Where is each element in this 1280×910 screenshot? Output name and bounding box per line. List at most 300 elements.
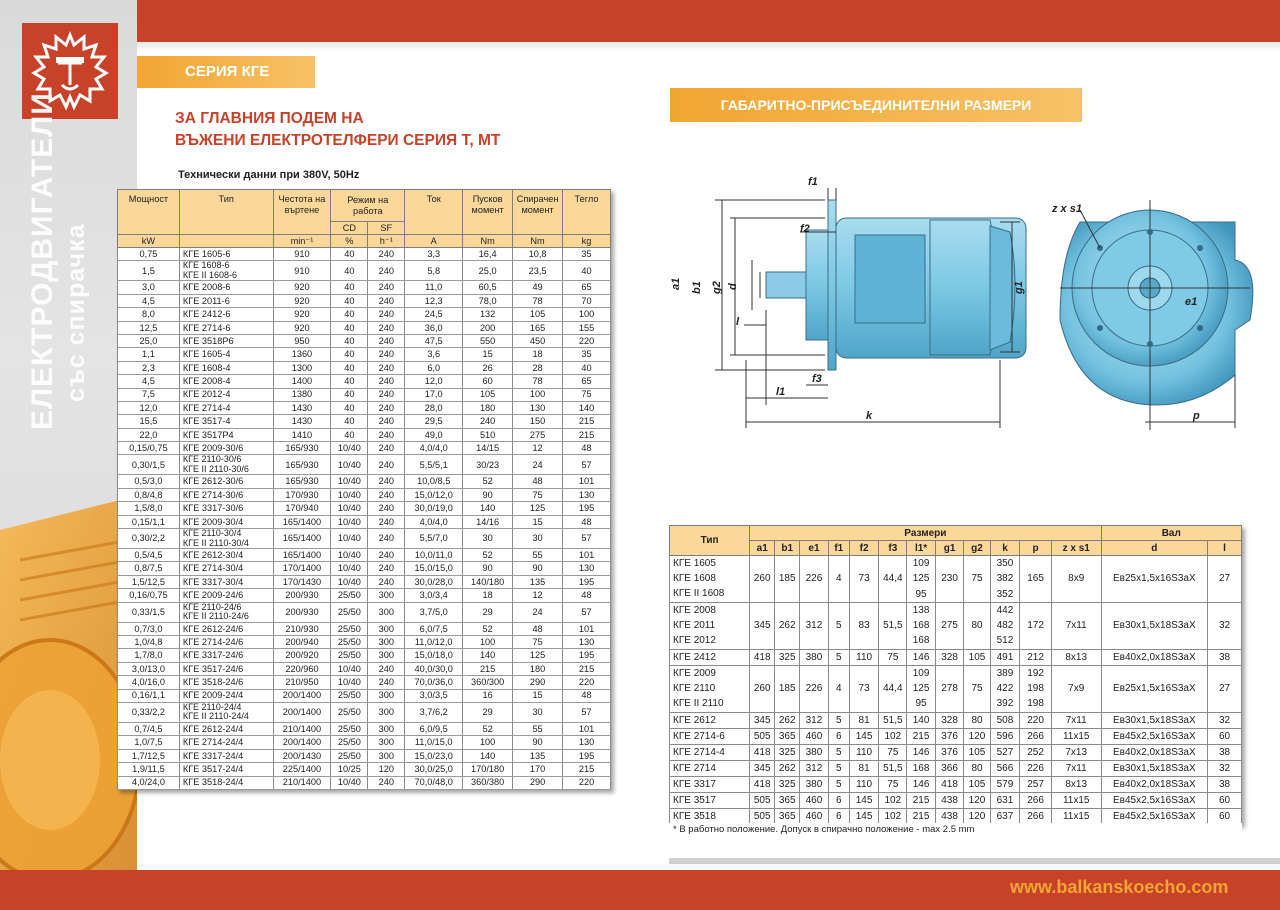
unit-kw: kW	[118, 235, 180, 248]
technical-data-body	[118, 248, 611, 790]
table-cell: 240	[368, 488, 405, 501]
dim-cell: 365	[775, 792, 800, 808]
table-cell: 26	[463, 361, 513, 374]
table-cell: 165/1400	[273, 549, 331, 562]
table-cell: 48	[563, 442, 611, 455]
dim-cell: 418	[750, 649, 775, 665]
dim-cell: 81	[849, 712, 879, 728]
dim-cell: 631	[990, 792, 1020, 808]
table-cell: 10/40	[331, 575, 368, 588]
table-cell: 60,5	[463, 281, 513, 294]
table-cell: 4,5	[118, 375, 180, 388]
dim-type-cell: КГЕ 2009 КГЕ 2110 КГЕ II 2110	[670, 665, 750, 712]
table-cell: 105	[513, 308, 563, 321]
table-cell: 135	[513, 749, 563, 762]
table-cell: 10/40	[331, 502, 368, 515]
dim-cell: 312	[800, 602, 829, 649]
table-row	[118, 549, 611, 562]
dim-cell: 579	[990, 776, 1020, 792]
table-cell: 75	[513, 488, 563, 501]
table-row	[670, 602, 1242, 649]
table-cell: КГЕ 2714-4	[179, 401, 273, 414]
th-brake-torque: Спирачен момент	[513, 190, 563, 235]
table-cell: 170/930	[273, 488, 331, 501]
table-cell: 240	[368, 401, 405, 414]
dim-cell: 60	[1208, 792, 1242, 808]
dim-column-headers	[670, 541, 1242, 556]
dim-cell: 8x13	[1051, 649, 1101, 665]
th-cd: CD	[331, 222, 368, 235]
table-cell: 1410	[273, 428, 331, 441]
dim-cell: 366	[935, 760, 964, 776]
dim-cell: 418	[750, 744, 775, 760]
dim-cell: 11x15	[1051, 792, 1101, 808]
table-row	[118, 649, 611, 662]
table-cell: 360/300	[463, 676, 513, 689]
table-row	[118, 488, 611, 501]
table-cell: КГЕ 3518Р6	[179, 334, 273, 347]
table-cell: КГЕ 2412-6	[179, 308, 273, 321]
dim-type-cell: КГЕ 3517	[670, 792, 750, 808]
table-cell: 30	[513, 702, 563, 722]
dim-cell: 32	[1208, 712, 1242, 728]
th-sf: SF	[368, 222, 405, 235]
table-cell: 40	[563, 361, 611, 374]
dim-type-cell: КГЕ 2714	[670, 760, 750, 776]
dim-cell: 146	[907, 744, 936, 760]
table-cell: 215	[563, 428, 611, 441]
dim-cell: 80	[964, 712, 990, 728]
table-cell: 120	[368, 763, 405, 776]
dim-cell: 145	[849, 792, 879, 808]
table-cell: КГЕ 3317-30/6	[179, 502, 273, 515]
unit-kg: kg	[563, 235, 611, 248]
dim-cell: 345	[750, 602, 775, 649]
dim-cell: 226	[1020, 760, 1052, 776]
table-cell: 101	[563, 475, 611, 488]
dim-cell: 32	[1208, 602, 1242, 649]
table-cell: 55	[513, 722, 563, 735]
table-cell: КГЕ 1605-6	[179, 248, 273, 261]
dim-cell: 105	[964, 744, 990, 760]
dim-cell: 146	[907, 649, 936, 665]
dim-cell: 438	[935, 792, 964, 808]
dim-type-cell: КГЕ 3317	[670, 776, 750, 792]
table-cell: 240	[368, 361, 405, 374]
dim-cell: 120	[964, 808, 990, 824]
table-cell: 155	[563, 321, 611, 334]
table-cell: 57	[563, 702, 611, 722]
dim-cell: 508	[990, 712, 1020, 728]
dim-cell: 230	[935, 556, 964, 603]
table-cell: 36,0	[405, 321, 463, 334]
table-row	[670, 556, 1242, 603]
dim-cell: Ев40х2,0х18S3aX	[1101, 776, 1208, 792]
table-cell: КГЕ 2110-24/4 КГЕ II 2110-24/4	[179, 702, 273, 722]
table-cell: 40	[331, 388, 368, 401]
dim-cell: 73	[849, 665, 879, 712]
th-current: Ток	[405, 190, 463, 235]
dim-cell: 376	[935, 728, 964, 744]
table-cell: 40	[331, 348, 368, 361]
dim-col-header: f2	[849, 541, 879, 556]
table-cell: 240	[368, 575, 405, 588]
dim-cell: 226	[800, 665, 829, 712]
th-weight: Тегло	[563, 190, 611, 235]
dim-cell: 11x15	[1051, 728, 1101, 744]
unit-per-hour: h⁻¹	[368, 235, 405, 248]
dim-cell: 185	[775, 665, 800, 712]
table-cell: 11,0	[405, 281, 463, 294]
dim-cell: 73	[849, 556, 879, 603]
table-cell: 40	[331, 261, 368, 281]
dim-cell: 491	[990, 649, 1020, 665]
table-cell: 920	[273, 281, 331, 294]
label-f2-top: f2	[800, 223, 810, 235]
table-cell: 10,0/8,5	[405, 475, 463, 488]
dim-cell: 328	[935, 712, 964, 728]
table-cell: 1380	[273, 388, 331, 401]
dim-cell: 7x11	[1051, 760, 1101, 776]
table-cell: 10/40	[331, 455, 368, 475]
dim-cell: 212	[1020, 649, 1052, 665]
th-power: Мощност	[118, 190, 180, 235]
table-cell: КГЕ 2012-4	[179, 388, 273, 401]
dim-cell: 5	[828, 744, 849, 760]
table-cell: 300	[368, 602, 405, 622]
table-cell: 140/180	[463, 575, 513, 588]
table-cell: 140	[463, 502, 513, 515]
table-cell: 1,5/8,0	[118, 502, 180, 515]
table-cell: 10/40	[331, 475, 368, 488]
table-cell: 1,5/12,5	[118, 575, 180, 588]
table-row	[670, 649, 1242, 665]
table-cell: 450	[513, 334, 563, 347]
dim-cell: 262	[775, 602, 800, 649]
table-cell: 2,3	[118, 361, 180, 374]
table-cell: 240	[368, 776, 405, 789]
table-cell: 240	[368, 388, 405, 401]
dim-cell: 257	[1020, 776, 1052, 792]
table-cell: 550	[463, 334, 513, 347]
table-cell: 3,7/5,0	[405, 602, 463, 622]
dim-type-cell: КГЕ 3518	[670, 808, 750, 824]
table-row	[118, 749, 611, 762]
th-duty: Режим на работа	[331, 190, 405, 222]
dim-cell: 110	[849, 744, 879, 760]
th-start-torque: Пусков момент	[463, 190, 513, 235]
table-cell: 10,0/11,0	[405, 549, 463, 562]
table-cell: 180	[513, 662, 563, 675]
table-cell: КГЕ 2714-6	[179, 321, 273, 334]
table-cell: 52	[463, 549, 513, 562]
dim-type-cell: КГЕ 2412	[670, 649, 750, 665]
table-cell: 18	[463, 589, 513, 602]
table-cell: КГЕ 2612-24/6	[179, 622, 273, 635]
table-cell: 1,9/11,5	[118, 763, 180, 776]
label-f1: f1	[808, 176, 818, 188]
table-cell: 52	[463, 622, 513, 635]
table-cell: 15	[463, 348, 513, 361]
table-cell: 132	[463, 308, 513, 321]
table-cell: 78	[513, 294, 563, 307]
table-cell: 300	[368, 689, 405, 702]
table-cell: 12	[513, 589, 563, 602]
table-cell: 240	[368, 475, 405, 488]
table-cell: 0,8/7,5	[118, 562, 180, 575]
table-cell: 48	[563, 515, 611, 528]
dim-cell: Ев30х1,5х18S3aX	[1101, 602, 1208, 649]
unit-ampere: A	[405, 235, 463, 248]
table-cell: 101	[563, 722, 611, 735]
table-cell: 40	[331, 361, 368, 374]
dim-cell: 109 125 95	[907, 665, 936, 712]
table-cell: 240	[368, 549, 405, 562]
table-cell: 170/1400	[273, 562, 331, 575]
dim-cell: 5	[828, 712, 849, 728]
table-cell: 15,0/23,0	[405, 749, 463, 762]
table-cell: 25,0	[118, 334, 180, 347]
dim-cell: 380	[800, 744, 829, 760]
table-cell: КГЕ 2110-30/6 КГЕ II 2110-30/6	[179, 455, 273, 475]
table-cell: 78,0	[463, 294, 513, 307]
dim-cell: 325	[775, 744, 800, 760]
table-row	[118, 702, 611, 722]
dim-cell: 6	[828, 792, 849, 808]
dim-cell: 51,5	[879, 760, 907, 776]
table-row	[118, 662, 611, 675]
dim-cell: Ев40х2,0х18S3aX	[1101, 649, 1208, 665]
table-cell: КГЕ 1605-4	[179, 348, 273, 361]
table-cell: 90	[513, 562, 563, 575]
dim-cell: 328	[935, 649, 964, 665]
table-cell: 1430	[273, 401, 331, 414]
table-cell: 240	[368, 308, 405, 321]
dimensions-label: ГАБАРИТНО-ПРИСЪЕДИНИТЕЛНИ РАЗМЕРИ	[670, 88, 1082, 122]
dim-cell: 262	[775, 712, 800, 728]
table-cell: 0,5/4,5	[118, 549, 180, 562]
table-cell: 920	[273, 308, 331, 321]
label-b1: b1	[691, 281, 703, 294]
table-cell: 24	[513, 602, 563, 622]
table-cell: 75	[513, 635, 563, 648]
dim-cell: 460	[800, 728, 829, 744]
table-cell: 240	[368, 428, 405, 441]
table-cell: 0,33/2,2	[118, 702, 180, 722]
table-row	[118, 375, 611, 388]
label-zxs1: z x s1	[1052, 203, 1082, 215]
dim-cell: 566	[990, 760, 1020, 776]
dim-col-header: z x s1	[1051, 541, 1101, 556]
dim-cell: 102	[879, 808, 907, 824]
table-cell: 40	[331, 321, 368, 334]
dim-cell: 38	[1208, 744, 1242, 760]
dim-cell: Ев25х1,5х16S3aX	[1101, 665, 1208, 712]
table-cell: 300	[368, 635, 405, 648]
table-cell: 52	[463, 722, 513, 735]
dim-cell: 81	[849, 760, 879, 776]
dim-cell: 120	[964, 792, 990, 808]
table-cell: 35	[563, 348, 611, 361]
table-cell: 40	[331, 334, 368, 347]
dim-cell: 380	[800, 649, 829, 665]
table-cell: 1,0/4,8	[118, 635, 180, 648]
table-row	[118, 261, 611, 281]
table-cell: 300	[368, 749, 405, 762]
table-cell: 30,0/19,0	[405, 502, 463, 515]
table-cell: 0,75	[118, 248, 180, 261]
table-cell: 200/930	[273, 602, 331, 622]
table-cell: 57	[563, 455, 611, 475]
top-red-band	[0, 0, 1280, 42]
table-cell: 60	[463, 375, 513, 388]
table-cell: 3,0/3,5	[405, 689, 463, 702]
table-cell: 1360	[273, 348, 331, 361]
table-cell: 240	[368, 375, 405, 388]
table-cell: 10/40	[331, 549, 368, 562]
dim-type-cell: КГЕ 2008 КГЕ 2011 КГЕ 2012	[670, 602, 750, 649]
dim-cell: 5	[828, 649, 849, 665]
table-row	[118, 602, 611, 622]
table-row	[118, 455, 611, 475]
unit-nm-start: Nm	[463, 235, 513, 248]
table-cell: 24	[513, 455, 563, 475]
dim-cell: 32	[1208, 760, 1242, 776]
dim-type-cell: КГЕ 2612	[670, 712, 750, 728]
label-e1: e1	[1185, 296, 1198, 308]
table-cell: 40	[331, 428, 368, 441]
dim-cell: 505	[750, 792, 775, 808]
dim-cell: 345	[750, 712, 775, 728]
table-cell: 1300	[273, 361, 331, 374]
table-cell: 70	[563, 294, 611, 307]
table-cell: 195	[563, 649, 611, 662]
table-cell: 240	[368, 321, 405, 334]
dim-cell: 145	[849, 728, 879, 744]
table-cell: КГЕ 3517-24/4	[179, 763, 273, 776]
table-cell: 25/50	[331, 602, 368, 622]
dim-cell: 8x13	[1051, 776, 1101, 792]
table-cell: 3,3	[405, 248, 463, 261]
table-cell: 24,5	[405, 308, 463, 321]
dim-cell: 146	[907, 776, 936, 792]
table-cell: 4,0/4,0	[405, 515, 463, 528]
table-cell: 14/16	[463, 515, 513, 528]
table-cell: 15,0/18,0	[405, 649, 463, 662]
table-cell: КГЕ 2009-24/4	[179, 689, 273, 702]
table-cell: 70,0/36,0	[405, 676, 463, 689]
table-cell: 0,33/1,5	[118, 602, 180, 622]
table-cell: 910	[273, 248, 331, 261]
table-cell: 12,5	[118, 321, 180, 334]
table-cell: КГЕ 3518-24/6	[179, 676, 273, 689]
table-cell: КГЕ 3517Р4	[179, 428, 273, 441]
table-cell: 240	[368, 281, 405, 294]
table-cell: 130	[563, 488, 611, 501]
table-cell: КГЕ 3317-30/4	[179, 575, 273, 588]
table-cell: 920	[273, 294, 331, 307]
table-cell: 25,0	[463, 261, 513, 281]
table-cell: 100	[513, 388, 563, 401]
table-cell: 10/40	[331, 488, 368, 501]
table-cell: 29	[463, 602, 513, 622]
table-cell: 180	[463, 401, 513, 414]
table-cell: 100	[563, 308, 611, 321]
table-cell: 10/40	[331, 676, 368, 689]
table-cell: 215	[463, 662, 513, 675]
table-cell: 1430	[273, 415, 331, 428]
table-cell: 47,5	[405, 334, 463, 347]
dim-col-header: b1	[775, 541, 800, 556]
table-cell: КГЕ 2612-30/4	[179, 549, 273, 562]
table-row	[118, 428, 611, 441]
dim-col-header: p	[1020, 541, 1052, 556]
table-row	[118, 281, 611, 294]
table-cell: 57	[563, 529, 611, 549]
dim-cell: Ев30х1,5х18S3aX	[1101, 712, 1208, 728]
dim-cell: 120	[964, 728, 990, 744]
label-p: p	[1193, 410, 1200, 422]
table-cell: 240	[368, 248, 405, 261]
table-row	[118, 475, 611, 488]
table-row	[118, 529, 611, 549]
table-cell: 130	[513, 401, 563, 414]
dim-cell: 226	[800, 556, 829, 603]
dim-cell: 5	[828, 776, 849, 792]
table-cell: 0,5/3,0	[118, 475, 180, 488]
table-cell: КГЕ 2009-24/6	[179, 589, 273, 602]
dim-cell: 105	[964, 776, 990, 792]
table-cell: 215	[563, 662, 611, 675]
table-cell: 1,0/7,5	[118, 736, 180, 749]
dim-cell: 38	[1208, 776, 1242, 792]
table-cell: 12	[513, 442, 563, 455]
dim-col-header: l	[1208, 541, 1242, 556]
table-cell: 10/40	[331, 562, 368, 575]
title-line-2: ВЪЖЕНИ ЕЛЕКТРОТЕЛФЕРИ СЕРИЯ Т, МТ	[175, 132, 501, 149]
table-row	[118, 736, 611, 749]
dim-cell: 51,5	[879, 712, 907, 728]
table-cell: КГЕ 3517-24/6	[179, 662, 273, 675]
dim-col-header: d	[1101, 541, 1208, 556]
dim-cell: 220	[1020, 712, 1052, 728]
table-cell: 5,5/5,1	[405, 455, 463, 475]
table-cell: 950	[273, 334, 331, 347]
dim-col-header: g2	[964, 541, 990, 556]
table-row	[118, 776, 611, 789]
table-cell: 90	[463, 488, 513, 501]
table-cell: 35	[563, 248, 611, 261]
table-row	[670, 712, 1242, 728]
grey-divider	[669, 858, 1280, 864]
table-cell: 195	[563, 749, 611, 762]
dim-cell: 44,4	[879, 556, 907, 603]
table-cell: 0,16/0,75	[118, 589, 180, 602]
dim-cell: 260	[750, 665, 775, 712]
table-cell: 7,5	[118, 388, 180, 401]
dim-cell: Ев30х1,5х18S3aX	[1101, 760, 1208, 776]
table-cell: 275	[513, 428, 563, 441]
unit-nm-brake: Nm	[513, 235, 563, 248]
table-cell: 300	[368, 722, 405, 735]
table-row	[118, 415, 611, 428]
table-cell: 30	[513, 529, 563, 549]
table-row	[118, 562, 611, 575]
table-cell: 165/1400	[273, 515, 331, 528]
dim-cell: 75	[879, 776, 907, 792]
table-cell: 12,3	[405, 294, 463, 307]
table-cell: 57	[563, 602, 611, 622]
